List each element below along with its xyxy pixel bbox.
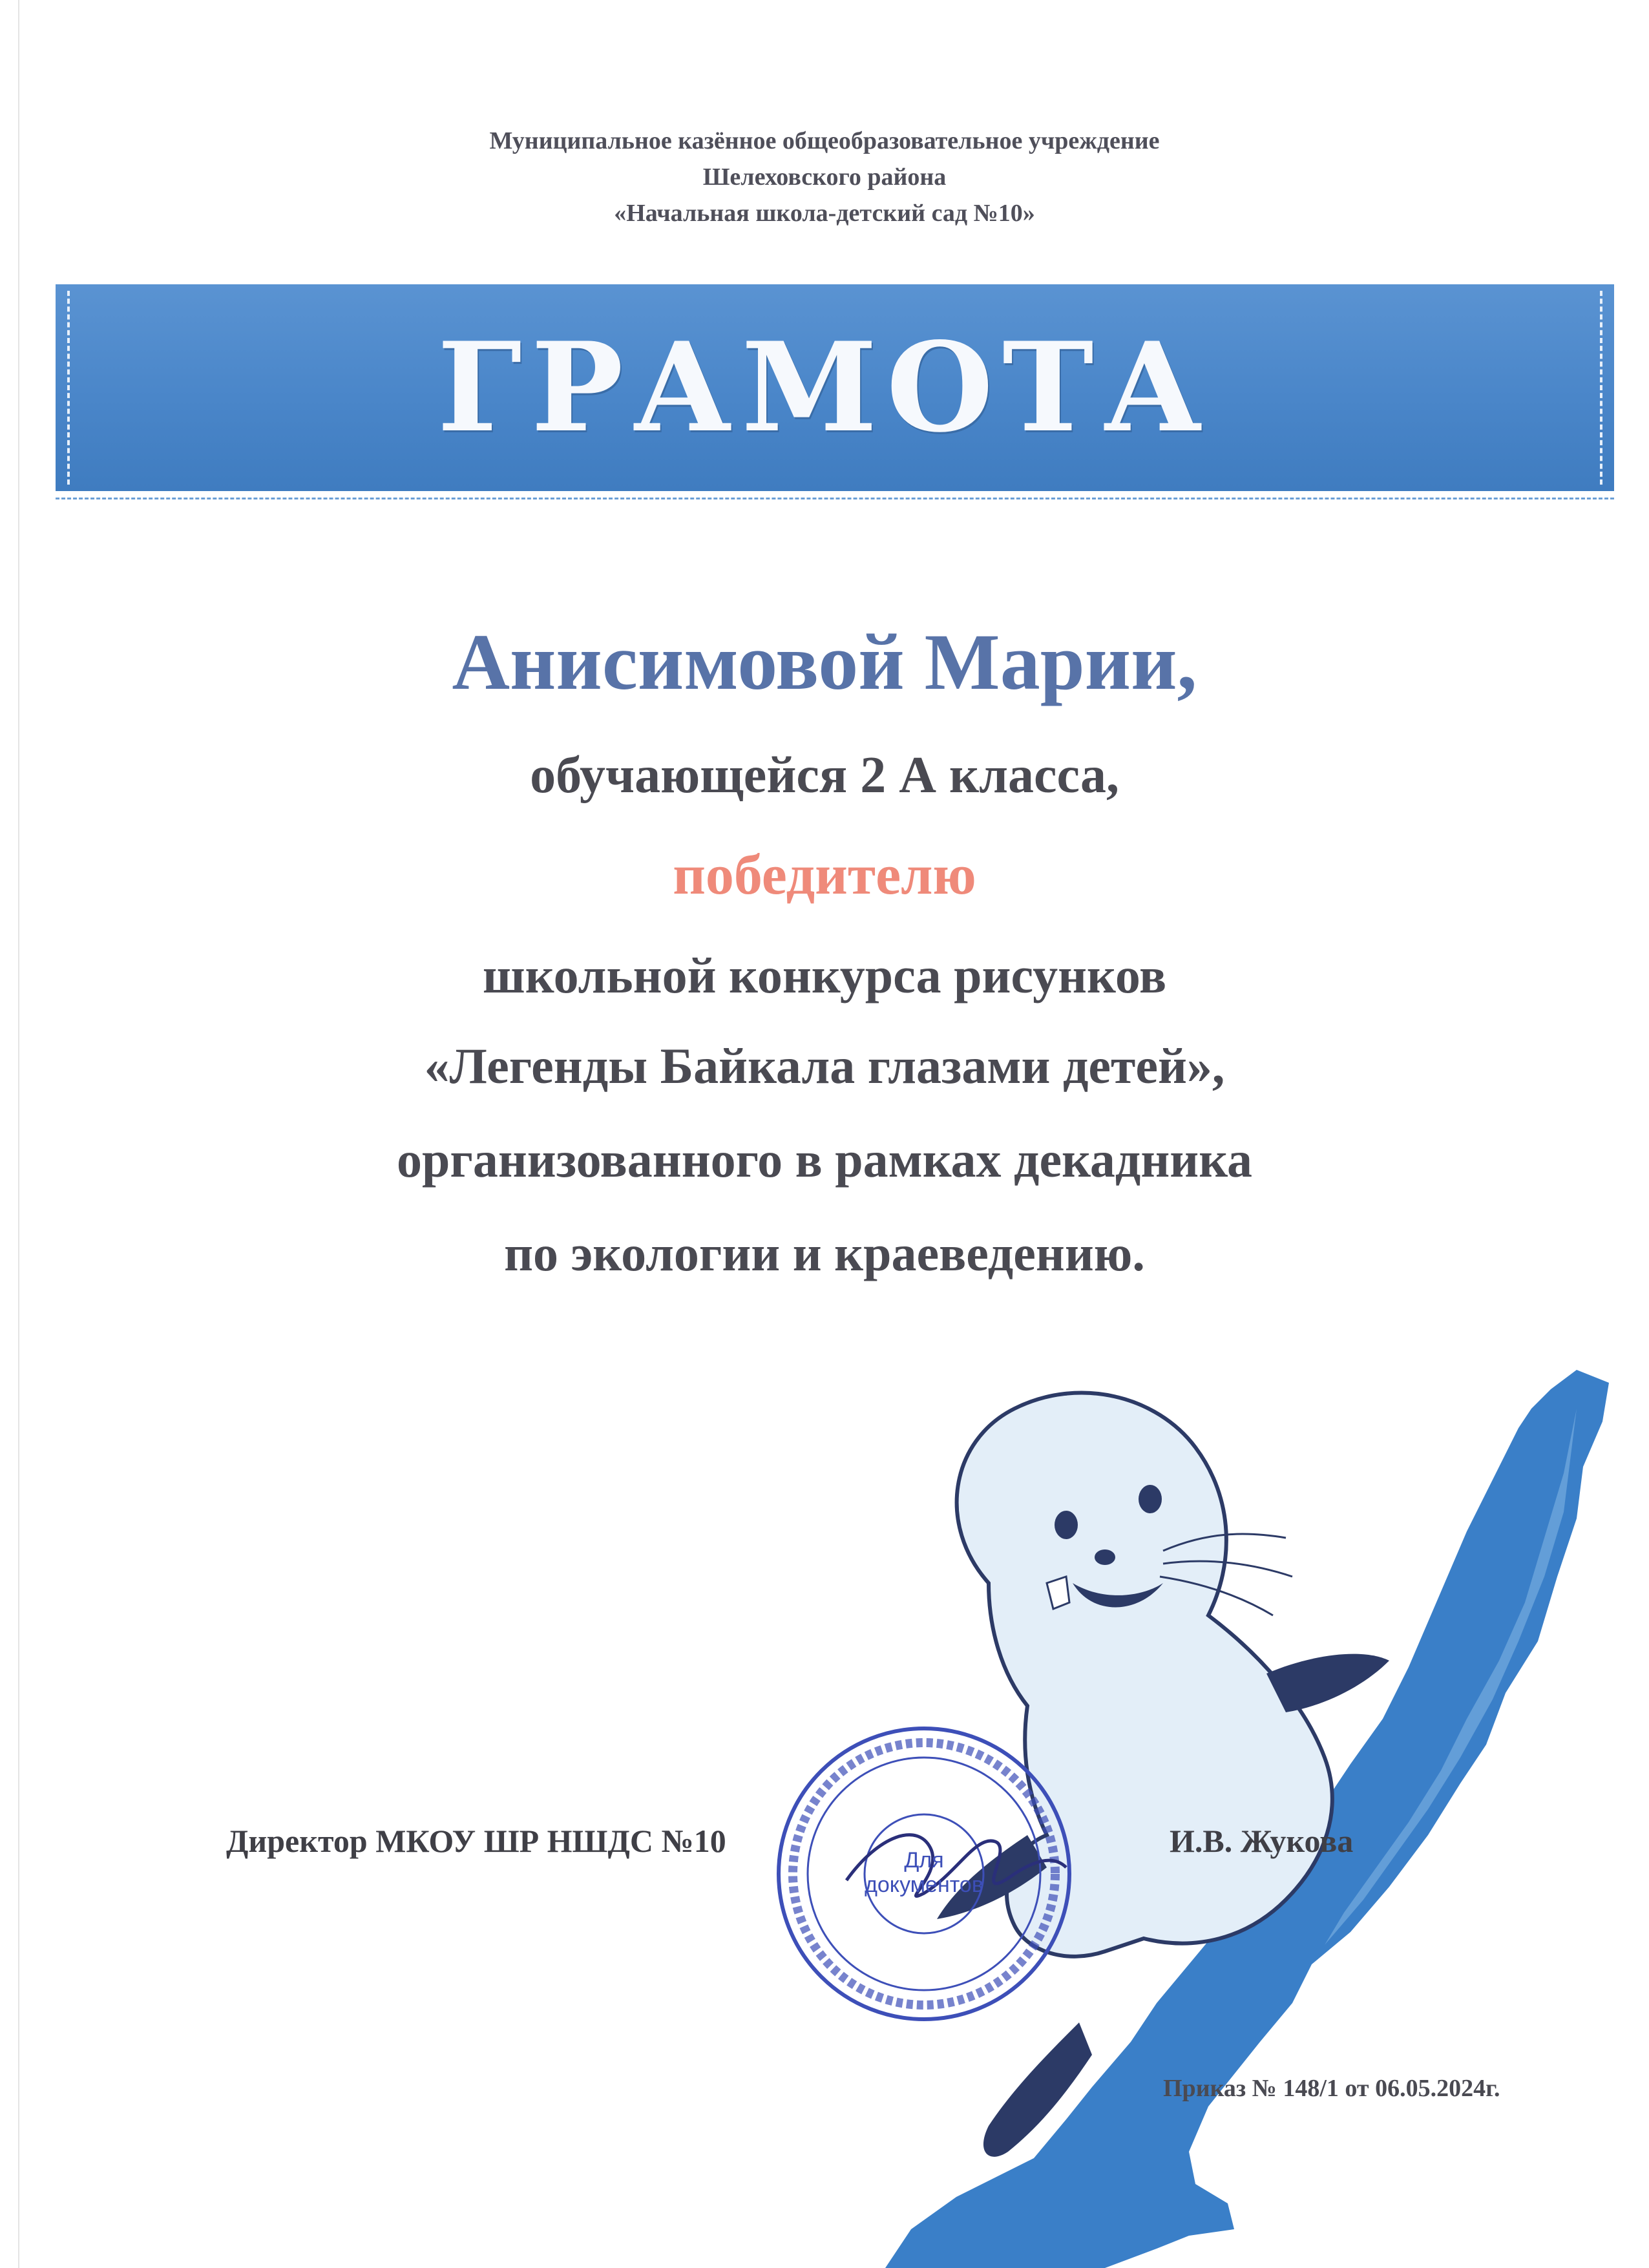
seal-eye-left bbox=[1055, 1511, 1078, 1539]
certificate-title: ГРАМОТА bbox=[437, 315, 1212, 459]
institution-line-2: Шелеховского района bbox=[702, 163, 947, 191]
institution-header bbox=[0, 123, 1649, 231]
order-reference: Приказ № 148/1 от 06.05.2024г. bbox=[1163, 2075, 1500, 2102]
institution-line-3: «Начальная школа-детский сад №10» bbox=[614, 200, 1035, 227]
seal-flipper-top bbox=[1266, 1654, 1389, 1712]
contest-line-2: «Легенды Байкала глазами детей», bbox=[424, 1038, 1225, 1094]
institution-line-1: Муниципальное казённое общеобразовательное учреждение bbox=[489, 127, 1160, 154]
stamp-center-line-1: Для bbox=[904, 1848, 944, 1873]
contest-line-4: по экологии и краеведению. bbox=[504, 1225, 1145, 1281]
banner-rule bbox=[56, 498, 1614, 499]
stamp-center-line-2: документов bbox=[865, 1873, 983, 1897]
director-name: И.В. Жукова bbox=[1170, 1823, 1354, 1859]
seal-eye-right bbox=[1139, 1485, 1162, 1513]
award-title: победителю bbox=[673, 844, 976, 907]
recipient-name: Анисимовой Марии, bbox=[452, 618, 1197, 706]
recipient-grade: обучающейся 2 А класса, bbox=[530, 747, 1119, 804]
seal-nose bbox=[1095, 1549, 1115, 1565]
director-title: Директор МКОУ ШР НШДС №10 bbox=[226, 1823, 726, 1859]
contest-line-1: школьной конкурса рисунков bbox=[482, 947, 1167, 1003]
stamp-center-text bbox=[859, 1848, 989, 1897]
contest-line-3: организованного в рамках декадника bbox=[397, 1131, 1252, 1188]
